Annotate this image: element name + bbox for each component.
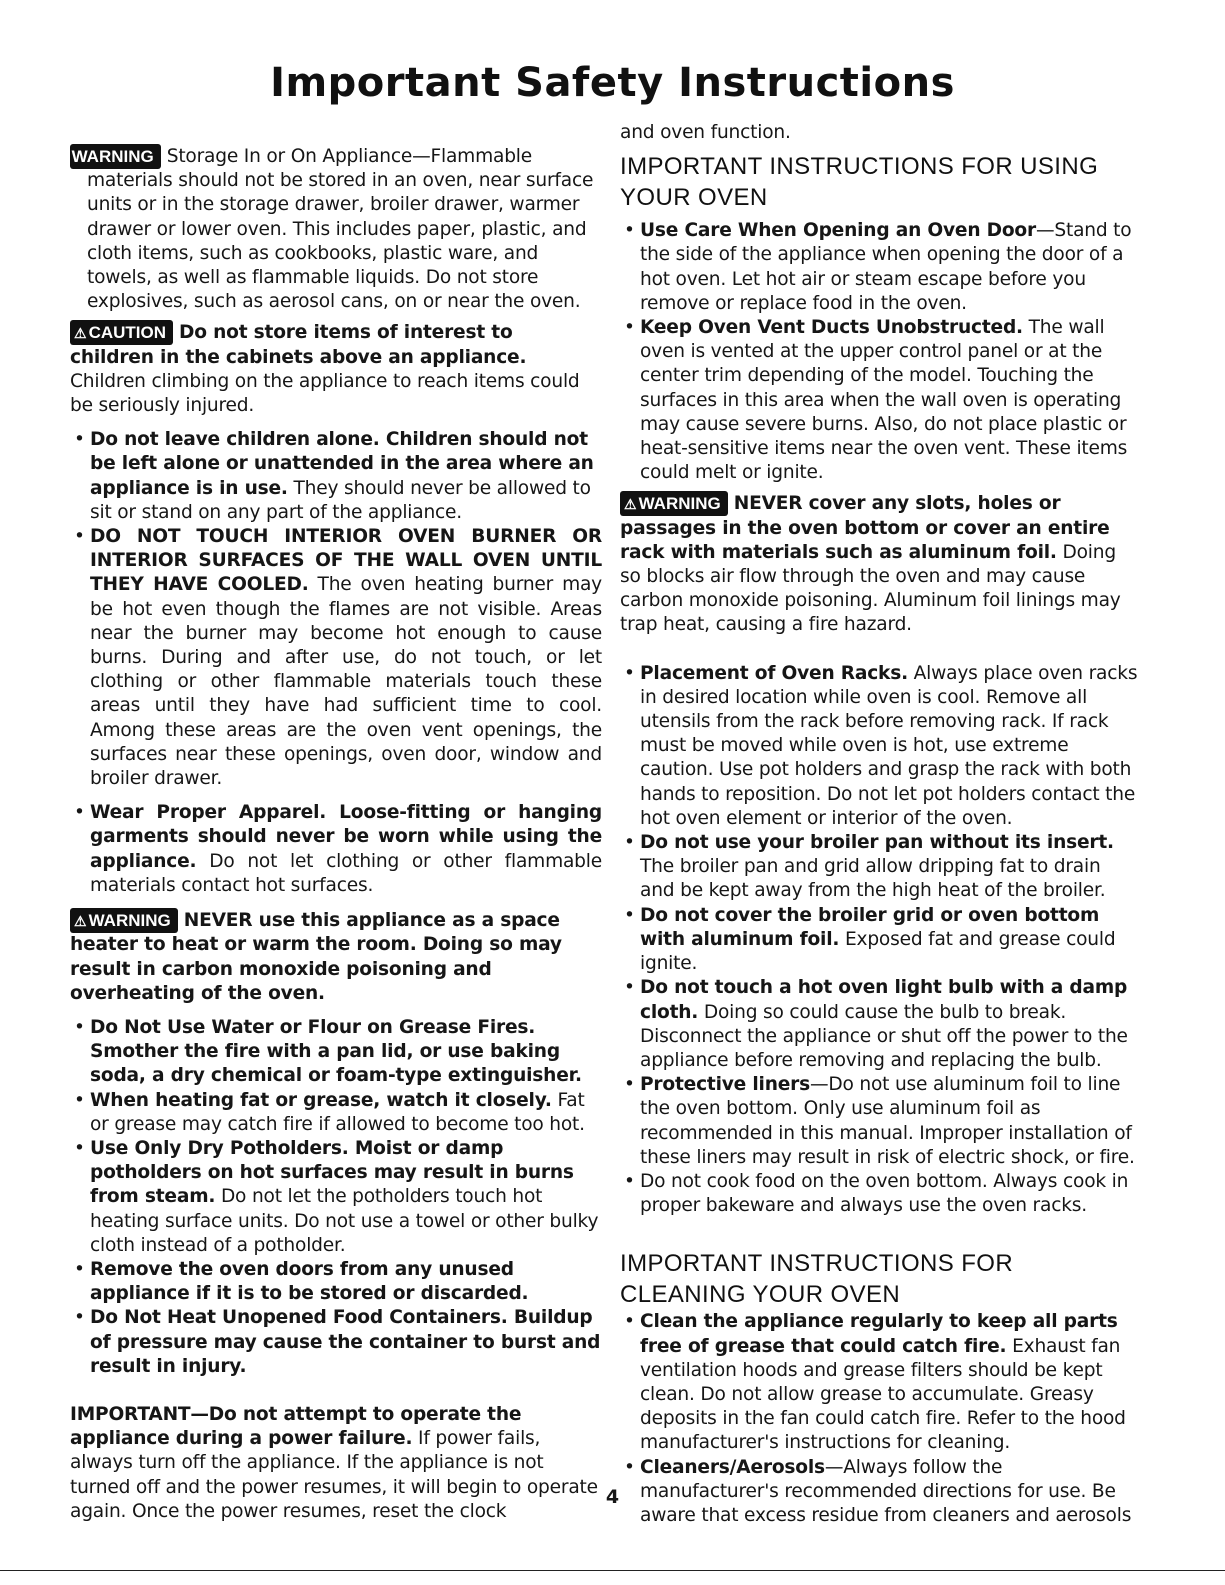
bullet-cleaners: • Cleaners/Aerosols—Always follow the manufacturer's recommended directions for use. Be aware that excess residue from cleaners and aerosols	[624, 1456, 1132, 1526]
page-number: 4	[605, 1486, 620, 1508]
warning-triangle-icon: ⚠	[74, 325, 87, 342]
caution-badge: ⚠ CAUTION	[70, 320, 173, 345]
bullet-grease-fires: • Do Not Use Water or Flour on Grease Fires. Smother the fire with a pan lid, or use baking soda, a dry chemical or foam-type extinguisher.	[74, 1016, 582, 1087]
warning-slots: ⚠ WARNING NEVER cover any slots, holes or passages in the oven bottom or cover an entire rack with materials such as aluminum foil. Doing so blocks air flow through the oven and may cause carbon monoxide poisoning. Aluminum foil linings may trap heat, causing a fire hazard.	[620, 493, 1121, 636]
bullet-protective-liners: • Protective liners—Do not use aluminum foil to line the oven bottom. Only use aluminum foil as recommended in this manual. Improper installation of these liners may result in risk of electric shock, or fire.	[624, 1074, 1135, 1168]
warning-triangle-icon: ⚠	[57, 149, 70, 165]
bullet-oven-door: • Use Care When Opening an Oven Door—Stand to the side of the appliance when opening the door of a hot oven. Let hot air or steam escape before you remove or replace food in the oven.	[624, 220, 1132, 314]
warning-badge: ⚠ WARNING	[620, 491, 728, 516]
bullet-clean-regularly: • Clean the appliance regularly to keep all parts free of grease that could catch fire. Exhaust fan ventilation hoods and grease filters should be kept clean. Do not allow grease to accumulate. Greasy deposits in the fan could catch fire. Refer to the hood manufacturer's instructions for cleaning.	[624, 1311, 1126, 1454]
bullet-food-containers: • Do Not Heat Unopened Food Containers. Buildup of pressure may cause the container to burst and result in injury.	[74, 1307, 601, 1377]
right-column	[620, 121, 1140, 1528]
warning-space-heater: ⚠ WARNING NEVER use this appliance as a space heater to heat or warm the room. Doing so may result in carbon monoxide poisoning and overheating of the oven.	[70, 910, 562, 1004]
continued-text: and oven function.	[620, 122, 791, 143]
bullet-vent-ducts: • Keep Oven Vent Ducts Unobstructed. The wall oven is vented at the upper control panel or at the center trim depending of the model. Touching the surfaces in this area when the wall oven is operating may cause severe burns. Also, do not place plastic or heat-sensitive items near the oven vent. These items could melt or ignite.	[624, 317, 1128, 484]
bullet-oven-doors: • Remove the oven doors from any unused appliance if it is to be stored or discarded.	[74, 1258, 529, 1305]
heading-using-oven: IMPORTANT INSTRUCTIONS FOR USING YOUR OVEN	[620, 153, 1099, 212]
warning-triangle-icon: ⚠	[624, 496, 637, 513]
bullet-children: • Do not leave children alone. Children should not be left alone or unattended in the area where an appliance is in use. They should never be allowed to sit or stand on any part of the appliance.	[74, 429, 594, 523]
bullet-do-not-touch: • DO NOT TOUCH INTERIOR OVEN BURNER OR INTERIOR SURFACES OF THE WALL OVEN UNTIL THEY HAVE COOLED. The oven heating burner may be hot even though the flames are not visible. Areas near the burner may become hot enough to cause burns. During and after use, do not touch, or let clothing or other flammable materials touch these areas until they have had sufficient time to cool. Among these areas are the oven vent openings, the surfaces near these openings, oven door, window and broiler drawer.	[74, 526, 602, 790]
bullet-broiler-grid: • Do not cover the broiler grid or oven bottom with aluminum foil. Exposed fat and grease could ignite.	[624, 904, 1116, 975]
caution-cabinets: ⚠ CAUTION Do not store items of interest to children in the cabinets above an appliance. Children climbing on the appliance to reach items could be seriously injured.	[70, 322, 580, 417]
left-column	[57, 144, 602, 1524]
bullet-oven-bottom: • Do not cook food on the oven bottom. Always cook in proper bakeware and always use the oven racks.	[624, 1170, 1129, 1217]
bullet-heating-fat: • When heating fat or grease, watch it closely. Fat or grease may catch fire if allowed to become too hot.	[74, 1089, 585, 1135]
page-title: Important Safety Instructions	[270, 60, 955, 106]
bullet-apparel: • Wear Proper Apparel. Loose-fitting or hanging garments should never be worn while using the appliance. Do not let clothing or other flammable materials contact hot surfaces.	[74, 802, 602, 896]
bullet-potholders: • Use Only Dry Potholders. Moist or damp potholders on hot surfaces may result in burns from steam. Do not let the potholders touch hot heating surface units. Do not use a towel or other bulky cloth instead of a potholder.	[74, 1137, 599, 1256]
important-power-failure: IMPORTANT—Do not attempt to operate the appliance during a power failure. If power fails, always turn off the appliance. If the appliance is not turned off and the power resumes, it will begin to operate again. Once the power resumes, reset the clock	[70, 1403, 598, 1522]
warning-badge: ⚠ WARNING	[70, 908, 178, 933]
bullet-broiler-pan: • Do not use your broiler pan without its insert. The broiler pan and grid allow dripping fat to drain and be kept away from the high heat of the broiler.	[624, 832, 1114, 902]
bullet-light-bulb: • Do not touch a hot oven light bulb with a damp cloth. Doing so could cause the bulb to break. Disconnect the appliance or shut off the power to the appliance before removing and replacing the bulb.	[624, 977, 1128, 1071]
warning-badge: ⚠ WARNING	[70, 144, 161, 169]
bullet-oven-racks: • Placement of Oven Racks. Always place oven racks in desired location while oven is cool. Remove all utensils from the rack before removing rack. If rack must be moved while oven is hot, use extreme caution. Use pot holders and grasp the rack with both hands to reposition. Do not let pot holders contact the hot oven element or interior of the oven.	[624, 662, 1138, 829]
bottom-rule	[0, 1570, 1225, 1571]
warning-triangle-icon: ⚠	[74, 913, 87, 930]
warning-storage: ⚠ WARNING Storage In or On Appliance—Flammable materials should not be stored in an oven, near surface units or in the storage drawer, broiler drawer, warmer drawer or lower oven. This includes paper, plastic, and cloth items, such as cookbooks, plastic ware, and towels, as well as flammable liquids. Do not store explosives, such as aerosol cans, on or near the oven.	[57, 146, 594, 313]
heading-cleaning-oven: IMPORTANT INSTRUCTIONS FOR CLEANING YOUR OVEN	[620, 1250, 1014, 1309]
